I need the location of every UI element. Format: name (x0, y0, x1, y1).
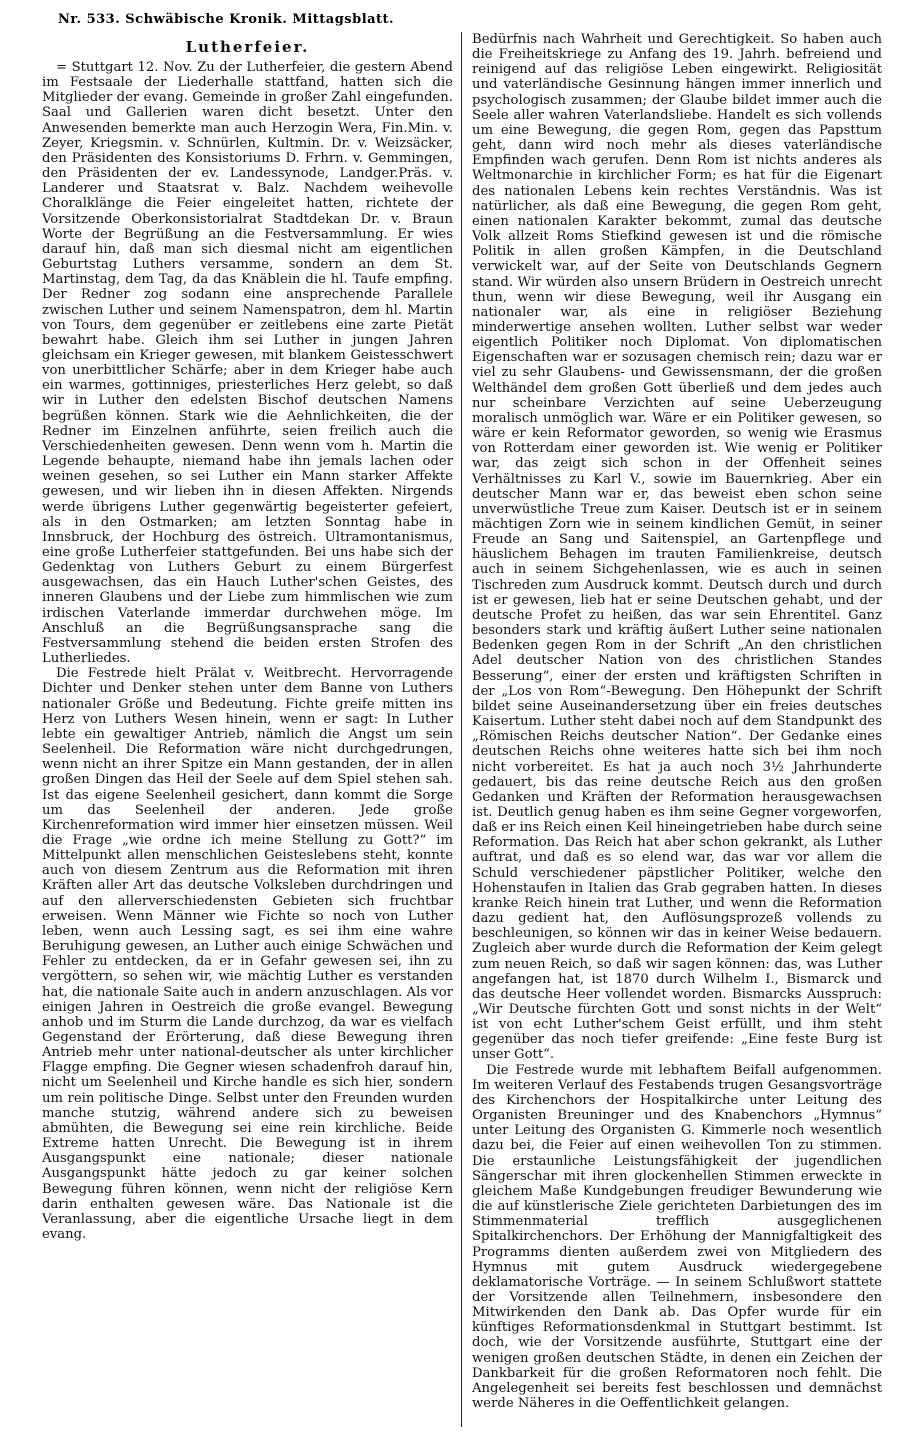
masthead: Nr. 533. Schwäbische Kronik. Mittagsblatt. (58, 8, 898, 32)
article-paragraph: Die Festrede hielt Prälat v. Weitbrecht. Hervorragende Dichter und Denker stehen unter dem Banne von Luthers nationaler Größe und Bedeutung. Fichte greife mitten ins Herz von Luthers Wesen hinein, wenn er sagt: In Luther lebte ein gewaltiger Antrieb, nämlich die Angst um sein Seelenheil. Die Reformation wäre nicht durchgedrungen, wenn nicht an ihrer Spitze ein Mann gestanden, der in allen großen Dingen das Heil der Seele auf dem Spiel stehen sah. Ist das eigene Seelenheil gesichert, dann kommt die Sorge um das Seelenheil der anderen. Jede große Kirchenreformation wird immer hier einsetzen müssen. Weil die Frage „wie ordne ich meine Stellung zu Gott?“ im Mittelpunkt allen menschlichen Geisteslebens steht, konnte auch von diesem Zentrum aus die Reformation mit ihren Kräften aller Art das deutsche Volksleben durchdringen und auf den allerverschiedensten Gebieten sich fruchtbar erweisen. Wenn Männer wie Fichte so noch von Luther leben, wenn auch Lessing sagt, es sei ihm eine wahre Beruhigung gewesen, an Luther auch einige Schwächen und Fehler zu entdecken, da er in Gefahr gewesen sei, ihn zu vergöttern, so sehen wir, wie mächtig Luther es verstanden hat, die nationale Saite auch in andern anzuschlagen. Als vor einigen Jahren in Oestreich die große evangel. Bewegung anhob und im Sturm die Lande durchzog, da war es vielfach Gegenstand der Erörterung, daß diese Bewegung ihren Antrieb mehr unter national-deutscher als unter kirchlicher Flagge empfing. Die Gegner wiesen schadenfroh darauf hin, nicht um Seelenheil und Kirche handle es sich hier, sondern um rein politische Dinge. Selbst unter den Freunden wurden manche stutzig, während andere sich zu beweisen abmühten, die Bewegung sei eine rein kirchliche. Beide Extreme hatten Unrecht. Die Bewegung ist in ihrem Ausgangspunkt eine nationale; dieser nationale Ausgangspunkt hätte jedoch zu gar keiner solchen Bewegung führen können, wenn nicht der religiöse Kern darin enthalten gewesen wäre. Das Nationale ist die Veranlassung, aber die eigentliche Ursache liegt in dem evang. (42, 666, 453, 1243)
right-column (462, 32, 888, 1427)
article-paragraph: Die Festrede wurde mit lebhaftem Beifall aufgenommen. Im weiteren Verlauf des Festabends trugen Gesangsvorträge des Kirchenchors der Hospitalkirche unter Leitung des Organisten Breuninger und des Knabenchors „Hymnus“ unter Leitung des Organisten G. Kimmerle noch wesentlich dazu bei, die Feier auf einen weihevollen Ton zu stimmen. Die erstaunliche Leistungsfähigkeit der jugendlichen Sängerschar mit ihren glockenhellen Stimmen erweckte in gleichem Maße Kundgebungen freudiger Bewunderung wie die auf künstlerische Ziele gerichteten Darbietungen des im Stimmenmaterial trefflich ausgeglichenen Spitalkirchenchors. Der Erhöhung der Mannigfaltigkeit des Programms dienten außerdem zwei von Mitgliedern des Hymnus mit gutem Ausdruck wiedergegebene deklamatorische Vorträge. — In seinem Schlußwort stattete der Vorsitzende allen Teilnehmern, insbesondere den Mitwirkenden den Dank ab. Das Opfer wurde für ein künftiges Reformationsdenkmal in Stuttgart bestimmt. Ist doch, wie der Vorsitzende ausführte, Stuttgart eine der wenigen großen deutschen Städte, in denen ein Zeichen der Dankbarkeit für die großen Reformatoren noch fehlt. Die Angelegenheit sei bereits fest beschlossen und demnächst werde Näheres in die Oeffentlichkeit gelangen. (472, 1062, 882, 1412)
article-paragraph: = Stuttgart 12. Nov. Zu der Lutherfeier, die gestern Abend im Festsaale der Liederhalle stattfand, hatten sich die Mitglieder der evang. Gemeinde in großer Zahl eingefunden. Saal und Gallerien waren dicht besetzt. Unter den Anwesenden bemerkte man auch Herzogin Wera, Fin.Min. v. Zeyer, Kriegsmin. v. Schnürlen, Kultmin. Dr. v. Weizsäcker, den Präsidenten des Konsistoriums D. Frhrn. v. Gemmingen, den Präsidenten der ev. Landessynode, Landger.Präs. v. Landerer und Staatsrat v. Balz. Nachdem weihevolle Choralklänge die Feier eingeleitet hatten, richtete der Vorsitzende Oberkonsistorialrat Stadtdekan Dr. v. Braun Worte der Begrüßung an die Festversammlung. Er wies darauf hin, daß man sich diesmal nicht am eigentlichen Geburtstag Luthers versamme, sondern an dem St. Martinstag, dem Tag, da das Knäblein die hl. Taufe empfing. Der Redner zog sodann eine ansprechende Parallele zwischen Luther und seinem Namenspatron, dem hl. Martin von Tours, dem gegenüber er zeitlebens eine zarte Pietät bewahrt habe. Gleich ihm sei Luther in jungen Jahren gleichsam ein Krieger gewesen, mit blankem Geistesschwert von unerbittlicher Schärfe; aber in dem Krieger habe auch ein warmes, gottinniges, priesterliches Herz gelebt, so daß wir in Luther den edelsten Bischof deutschen Namens begrüßen können. Stark wie die Aehnlichkeiten, die der Redner im Einzelnen anführte, seien freilich auch die Verschiedenheiten gewesen. Denn wenn vom h. Martin die Legende behaupte, niemand habe ihn jemals lachen oder weinen gesehen, so sei Luther ein Mann starker Affekte gewesen, und wir lieben ihn in diesen Affekten. Nirgends werde übrigens Luther gegenwärtig begeisterter gefeiert, als in den Ostmarken; am letzten Sonntag habe in Innsbruck, der Hochburg des östreich. Ultramontanismus, eine große Lutherfeier stattgefunden. Bei uns habe sich der Gedenktag von Luthers Geburt zu einem Bürgerfest ausgewachsen, das ein Hauch Luther'schen Geistes, des inneren Glaubens und der Liebe zum himmlischen wie zum irdischen Vaterlande immerdar durchwehen möge. Im Anschluß an die Begrüßungsansprache sang die Festversammlung stehend die beiden ersten Strofen des Lutherliedes. (42, 60, 453, 667)
article-columns (36, 32, 898, 1427)
article-paragraph: Bedürfnis nach Wahrheit und Gerechtigkeit. So haben auch die Freiheitskriege zu Anfang des 19. Jahrh. befreiend und reinigend auf das religiöse Leben eingewirkt. Religiosität und vaterländische Gesinnung hängen immer innerlich und psychologisch zusammen; der Glaube bildet immer auch die Seele aller wahren Vaterlandsliebe. Handelt es sich vollends um eine Bewegung, die gegen Rom, gegen das Papsttum geht, dann wird noch mehr als dieses vaterländische Empfinden wach gerufen. Denn Rom ist nichts anderes als Weltmonarchie in kirchlicher Form; es hat für die Eigenart des nationalen Lebens kein rechtes Verständnis. Was ist natürlicher, als daß eine Bewegung, die gegen Rom geht, einen nationalen Karakter bekommt, zumal das deutsche Volk allzeit Roms Stiefkind gewesen ist und die römische Politik in allen großen Kämpfen, in die Deutschland verwickelt war, auf der Seite von Deutschlands Gegnern stand. Wir würden also unsern Brüdern in Oestreich unrecht thun, wenn wir diese Bewegung, weil ihr Ausgang ein nationaler war, als eine in religiöser Beziehung minderwertige ansehen wollten. Luther selbst war weder eigentlich Politiker noch Diplomat. Von diplomatischen Eigenschaften war er sozusagen chemisch rein; dazu war er viel zu sehr Glaubens- und Gewissensmann, der die großen Welthändel dem großen Gott überließ und dem jedes auch nur scheinbare Verzichten auf seine Ueberzeugung moralisch unmöglich war. Wäre er ein Politiker gewesen, so wäre er kein Reformator geworden, so wenig wie Erasmus von Rotterdam einer geworden ist. Wie wenig er Politiker war, das zeigt sich schon in der Offenheit seines Verhältnisses zu Karl V., sowie im Bauernkrieg. Aber ein deutscher Mann war er, das beweist eben schon seine unverwüstliche Treue zum Kaiser. Deutsch ist er in seinem mächtigen Zorn wie in seinem kindlichen Gemüt, in seiner Freude an Sang und Saitenspiel, an Gartenpflege und häuslichem Behagen im trauten Familienkreise, deutsch auch in seinem Sichgehenlassen, wie es auch in seinen Tischreden zum Ausdruck kommt. Deutsch durch und durch ist er gewesen, lieb hat er seine Deutschen gehabt, und der deutsche Profet zu heißen, das war sein Ehrentitel. Ganz besonders stark und kräftig äußert Luther seine nationalen Bedenken gegen Rom in der Schrift „An den christlichen Adel deutscher Nation von des christlichen Standes Besserung“, einer der ersten und kräftigsten Schriften in der „Los von Rom“-Bewegung. Den Höhepunkt der Schrift bildet seine Auseinandersetzung über ein freies deutsches Kaisertum. Luther steht dabei noch auf dem Standpunkt des „Römischen Reichs deutscher Nation“. Der Gedanke eines deutschen Reichs ohne weiteres hatte sich bei ihm noch nicht vorbereitet. Es hat ja auch noch 3½ Jahrhunderte gedauert, bis das reine deutsche Reich aus den großen Gedanken und Kräften der Reformation herausgewachsen ist. Deutlich genug haben es ihm seine Gegner vorgeworfen, daß er ins Reich einen Keil hineingetrieben habe durch seine Reformation. Das Reich hat aber schon gekrankt, als Luther auftrat, und daß es so elend war, das war vor allem die Schuld verschiedener päpstlicher Politiker, welche den Hohenstaufen in Italien das Grab gegraben hatten. In dieses kranke Reich hinein trat Luther, und wenn die Reformation dazu gedient hat, den Auflösungsprozeß vollends zu beschleunigen, so können wir das in keiner Weise bedauern. Zugleich aber wurde durch die Reformation der Keim gelegt zum neuen Reich, so daß wir sagen können: das, was Luther angefangen hat, ist 1870 durch Wilhelm I., Bismarck und das deutsche Heer vollendet worden. Bismarcks Ausspruch: „Wir Deutsche fürchten Gott und sonst nichts in der Welt“ ist von echt Luther'schem Geist erfüllt, und ihm steht gegenüber das noch tiefer greifende: „Eine feste Burg ist unser Gott“. (472, 32, 882, 1063)
article-headline: Lutherfeier. (185, 38, 310, 56)
left-column (36, 32, 462, 1427)
